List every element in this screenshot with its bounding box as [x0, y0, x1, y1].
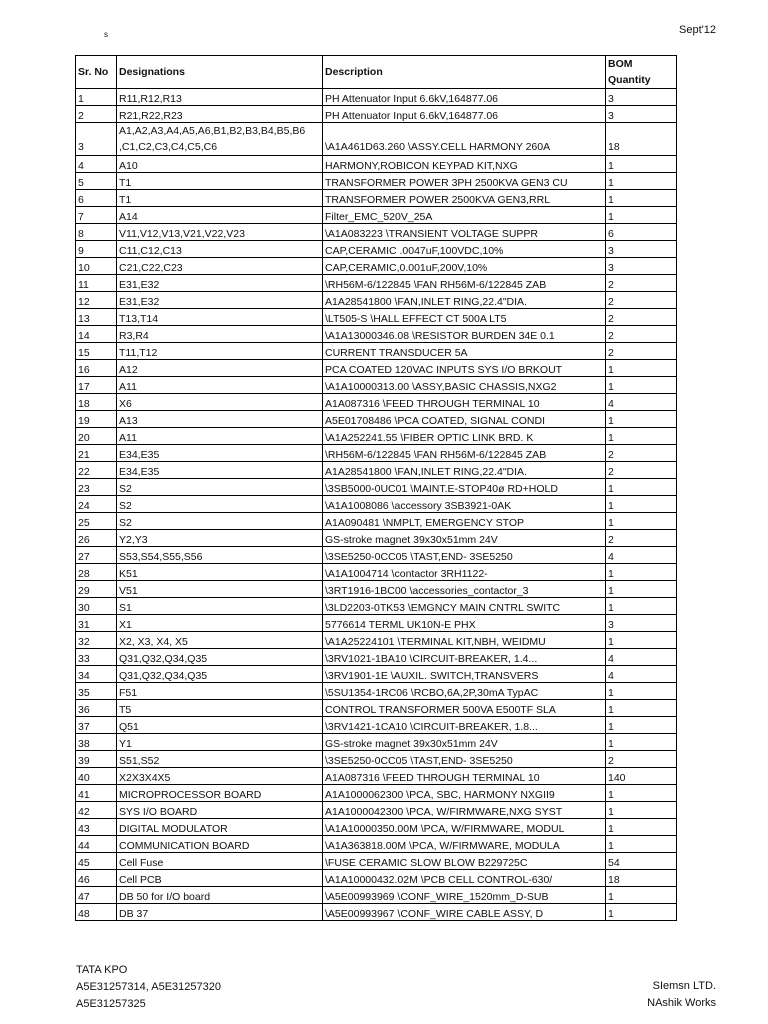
cell-description: A1A28541800 \FAN,INLET RING,22.4"DIA. — [323, 292, 606, 309]
cell-sr-no: 31 — [76, 615, 117, 632]
cell-sr-no: 16 — [76, 360, 117, 377]
cell-sr-no: 13 — [76, 309, 117, 326]
cell-sr-no: 38 — [76, 734, 117, 751]
table-row — [76, 547, 677, 564]
cell-description: \A1A363818.00M \PCA, W/FIRMWARE, MODULA — [323, 836, 606, 853]
table-row — [76, 326, 677, 343]
header-designations: Designations — [117, 56, 323, 89]
cell-sr-no: 10 — [76, 258, 117, 275]
cell-designations: C11,C12,C13 — [117, 241, 323, 258]
cell-description: 5776614 TERML UK10N-E PHX — [323, 615, 606, 632]
cell-description: TRANSFORMER POWER 2500KVA GEN3,RRL — [323, 190, 606, 207]
cell-quantity: 1 — [606, 683, 677, 700]
cell-quantity: 2 — [606, 326, 677, 343]
cell-designations: S1 — [117, 598, 323, 615]
cell-sr-no: 4 — [76, 156, 117, 173]
cell-sr-no: 41 — [76, 785, 117, 802]
cell-quantity: 2 — [606, 309, 677, 326]
cell-sr-no: 32 — [76, 632, 117, 649]
cell-designations: R11,R12,R13 — [117, 89, 323, 106]
table-row — [76, 700, 677, 717]
cell-quantity: 1 — [606, 904, 677, 921]
cell-sr-no: 23 — [76, 479, 117, 496]
cell-quantity: 1 — [606, 819, 677, 836]
cell-quantity: 1 — [606, 598, 677, 615]
cell-description: A1A1000062300 \PCA, SBC, HARMONY NXGII9 — [323, 785, 606, 802]
cell-designations: S51,S52 — [117, 751, 323, 768]
table-row — [76, 207, 677, 224]
table-row — [76, 513, 677, 530]
cell-description: \LT505-S \HALL EFFECT CT 500A LT5 — [323, 309, 606, 326]
cell-quantity: 1 — [606, 785, 677, 802]
footer-references: A5E31257314, A5E31257320 — [76, 981, 221, 993]
cell-designations: DIGITAL MODULATOR — [117, 819, 323, 836]
cell-designations: T1 — [117, 190, 323, 207]
cell-description: \A1A1004714 \contactor 3RH1122- — [323, 564, 606, 581]
table-row — [76, 462, 677, 479]
cell-description: PCA COATED 120VAC INPUTS SYS I/O BRKOUT — [323, 360, 606, 377]
cell-description: \A5E00993969 \CONF_WIRE_1520mm_D-SUB — [323, 887, 606, 904]
cell-description: CURRENT TRANSDUCER 5A — [323, 343, 606, 360]
cell-quantity: 2 — [606, 751, 677, 768]
cell-description: A1A28541800 \FAN,INLET RING,22.4"DIA. — [323, 462, 606, 479]
cell-designations: C21,C22,C23 — [117, 258, 323, 275]
cell-designations: DB 50 for I/O board — [117, 887, 323, 904]
cell-quantity: 1 — [606, 173, 677, 190]
cell-sr-no: 24 — [76, 496, 117, 513]
cell-description: GS-stroke magnet 39x30x51mm 24V — [323, 530, 606, 547]
table-row — [76, 598, 677, 615]
cell-description: CONTROL TRANSFORMER 500VA E500TF SLA — [323, 700, 606, 717]
cell-sr-no: 45 — [76, 853, 117, 870]
table-row — [76, 156, 677, 173]
cell-sr-no: 37 — [76, 717, 117, 734]
cell-description: \A1A10000350.00M \PCA, W/FIRMWARE, MODUL — [323, 819, 606, 836]
table-row — [76, 411, 677, 428]
cell-sr-no: 8 — [76, 224, 117, 241]
table-row — [76, 904, 677, 921]
table-row — [76, 683, 677, 700]
cell-designations: MICROPROCESSOR BOARD — [117, 785, 323, 802]
cell-sr-no: 7 — [76, 207, 117, 224]
cell-description: \A1A083223 \TRANSIENT VOLTAGE SUPPR — [323, 224, 606, 241]
table-row — [76, 106, 677, 123]
cell-sr-no: 15 — [76, 343, 117, 360]
cell-sr-no: 48 — [76, 904, 117, 921]
cell-designations: E34,E35 — [117, 462, 323, 479]
cell-quantity: 3 — [606, 615, 677, 632]
cell-quantity: 4 — [606, 394, 677, 411]
table-row — [76, 632, 677, 649]
cell-sr-no: 43 — [76, 819, 117, 836]
cell-designations: A11 — [117, 428, 323, 445]
cell-description: \A1A252241.55 \FIBER OPTIC LINK BRD. K — [323, 428, 606, 445]
cell-designations: T13,T14 — [117, 309, 323, 326]
table-row — [76, 819, 677, 836]
cell-designations: S2 — [117, 479, 323, 496]
cell-sr-no: 14 — [76, 326, 117, 343]
cell-quantity: 4 — [606, 649, 677, 666]
cell-sr-no: 29 — [76, 581, 117, 598]
cell-description: \A1A10000313.00 \ASSY,BASIC CHASSIS,NXG2 — [323, 377, 606, 394]
cell-quantity: 1 — [606, 632, 677, 649]
table-row — [76, 377, 677, 394]
cell-quantity: 2 — [606, 292, 677, 309]
cell-designations: Cell Fuse — [117, 853, 323, 870]
cell-sr-no: 30 — [76, 598, 117, 615]
cell-quantity: 1 — [606, 411, 677, 428]
cell-quantity: 1 — [606, 513, 677, 530]
cell-designations: V11,V12,V13,V21,V22,V23 — [117, 224, 323, 241]
cell-sr-no: 2 — [76, 106, 117, 123]
cell-designations: Q51 — [117, 717, 323, 734]
cell-quantity: 1 — [606, 428, 677, 445]
cell-quantity: 140 — [606, 768, 677, 785]
cell-quantity: 3 — [606, 258, 677, 275]
cell-designations: E31,E32 — [117, 292, 323, 309]
table-row — [76, 887, 677, 904]
cell-quantity: 1 — [606, 156, 677, 173]
cell-designations: Y1 — [117, 734, 323, 751]
cell-quantity: 2 — [606, 445, 677, 462]
cell-sr-no: 17 — [76, 377, 117, 394]
cell-designations: A1,A2,A3,A4,A5,A6,B1,B2,B3,B4,B5,B6 ,C1,C2,C3,C4,C5,C6 — [117, 123, 323, 156]
cell-designations: S2 — [117, 496, 323, 513]
footer-location: NAshik Works — [647, 997, 716, 1009]
table-row — [76, 241, 677, 258]
footer-right — [647, 978, 716, 1012]
cell-description: CAP,CERAMIC,0.001uF,200V,10% — [323, 258, 606, 275]
cell-quantity: 2 — [606, 530, 677, 547]
cell-designations: T1 — [117, 173, 323, 190]
cell-sr-no: 5 — [76, 173, 117, 190]
cell-designations: A11 — [117, 377, 323, 394]
cell-designations: S53,S54,S55,S56 — [117, 547, 323, 564]
cell-quantity: 1 — [606, 887, 677, 904]
cell-quantity: 1 — [606, 700, 677, 717]
cell-quantity: 18 — [606, 870, 677, 887]
corner-mark: s — [104, 30, 108, 39]
cell-designations: R21,R22,R23 — [117, 106, 323, 123]
cell-sr-no: 47 — [76, 887, 117, 904]
cell-designations: COMMUNICATION BOARD — [117, 836, 323, 853]
cell-designations: Q31,Q32,Q34,Q35 — [117, 649, 323, 666]
cell-sr-no: 27 — [76, 547, 117, 564]
cell-sr-no: 21 — [76, 445, 117, 462]
cell-quantity: 54 — [606, 853, 677, 870]
cell-description: \5SU1354-1RC06 \RCBO,6A,2P,30mA TypAC — [323, 683, 606, 700]
document-date: Sept'12 — [679, 24, 716, 36]
table-row — [76, 292, 677, 309]
bom-table-body — [76, 89, 677, 921]
cell-designations: DB 37 — [117, 904, 323, 921]
cell-quantity: 4 — [606, 547, 677, 564]
cell-designations: X2, X3, X4, X5 — [117, 632, 323, 649]
cell-quantity: 1 — [606, 377, 677, 394]
cell-quantity: 1 — [606, 190, 677, 207]
cell-description: \3SB5000-0UC01 \MAINT.E-STOP40ø RD+HOLD — [323, 479, 606, 496]
table-row — [76, 275, 677, 292]
cell-quantity: 3 — [606, 241, 677, 258]
cell-designations: Q31,Q32,Q34,Q35 — [117, 666, 323, 683]
cell-quantity: 2 — [606, 275, 677, 292]
table-row — [76, 666, 677, 683]
cell-quantity: 18 — [606, 123, 677, 156]
table-row — [76, 870, 677, 887]
cell-description: \3RT1916-1BC00 \accessories_contactor_3 — [323, 581, 606, 598]
header-description: Description — [323, 56, 606, 89]
table-row — [76, 785, 677, 802]
table-row — [76, 190, 677, 207]
cell-description: \A1A13000346.08 \RESISTOR BURDEN 34E 0.1 — [323, 326, 606, 343]
cell-quantity: 1 — [606, 496, 677, 513]
cell-description: A1A087316 \FEED THROUGH TERMINAL 10 — [323, 394, 606, 411]
table-row — [76, 853, 677, 870]
cell-description: \3RV1901-1E \AUXIL. SWITCH,TRANSVERS — [323, 666, 606, 683]
cell-sr-no: 3 — [76, 123, 117, 156]
cell-designations: K51 — [117, 564, 323, 581]
cell-description: A1A1000042300 \PCA, W/FIRMWARE,NXG SYST — [323, 802, 606, 819]
cell-designations: V51 — [117, 581, 323, 598]
cell-description: HARMONY,ROBICON KEYPAD KIT,NXG — [323, 156, 606, 173]
cell-description: A5E01708486 \PCA COATED, SIGNAL CONDI — [323, 411, 606, 428]
table-row — [76, 360, 677, 377]
table-row — [76, 564, 677, 581]
cell-description: \3LD2203-0TK53 \EMGNCY MAIN CNTRL SWITC — [323, 598, 606, 615]
table-row — [76, 836, 677, 853]
cell-description: A1A090481 \NMPLT, EMERGENCY STOP — [323, 513, 606, 530]
cell-quantity: 1 — [606, 564, 677, 581]
cell-designations: A12 — [117, 360, 323, 377]
cell-designations: Cell PCB — [117, 870, 323, 887]
table-row — [76, 428, 677, 445]
cell-sr-no: 9 — [76, 241, 117, 258]
table-row — [76, 394, 677, 411]
table-row — [76, 751, 677, 768]
table-row — [76, 224, 677, 241]
cell-sr-no: 19 — [76, 411, 117, 428]
cell-sr-no: 36 — [76, 700, 117, 717]
cell-designations: A14 — [117, 207, 323, 224]
cell-description: \3RV1421-1CA10 \CIRCUIT-BREAKER, 1.8... — [323, 717, 606, 734]
table-row — [76, 309, 677, 326]
table-row — [76, 173, 677, 190]
cell-description: \A1A25224101 \TERMINAL KIT,NBH, WEIDMU — [323, 632, 606, 649]
cell-quantity: 1 — [606, 836, 677, 853]
table-row — [76, 496, 677, 513]
cell-sr-no: 1 — [76, 89, 117, 106]
cell-quantity: 1 — [606, 717, 677, 734]
cell-description: PH Attenuator Input 6.6kV,164877.06 — [323, 89, 606, 106]
cell-sr-no: 35 — [76, 683, 117, 700]
cell-designations: X6 — [117, 394, 323, 411]
cell-quantity: 1 — [606, 479, 677, 496]
cell-sr-no: 40 — [76, 768, 117, 785]
cell-designations: A10 — [117, 156, 323, 173]
cell-designations: E31,E32 — [117, 275, 323, 292]
cell-designations: F51 — [117, 683, 323, 700]
cell-description: PH Attenuator Input 6.6kV,164877.06 — [323, 106, 606, 123]
cell-quantity: 3 — [606, 106, 677, 123]
cell-sr-no: 22 — [76, 462, 117, 479]
cell-sr-no: 25 — [76, 513, 117, 530]
cell-quantity: 3 — [606, 89, 677, 106]
table-row — [76, 258, 677, 275]
cell-description: \A1A10000432.02M \PCB CELL CONTROL-630/ — [323, 870, 606, 887]
cell-designations: Y2,Y3 — [117, 530, 323, 547]
table-header-row — [76, 56, 677, 89]
cell-sr-no: 33 — [76, 649, 117, 666]
table-row — [76, 581, 677, 598]
table-row — [76, 123, 677, 156]
table-row — [76, 343, 677, 360]
table-row — [76, 445, 677, 462]
cell-description: CAP,CERAMIC .0047uF,100VDC,10% — [323, 241, 606, 258]
cell-quantity: 1 — [606, 734, 677, 751]
cell-designations: T11,T12 — [117, 343, 323, 360]
cell-sr-no: 18 — [76, 394, 117, 411]
cell-quantity: 1 — [606, 360, 677, 377]
table-row — [76, 768, 677, 785]
cell-sr-no: 6 — [76, 190, 117, 207]
cell-description: GS-stroke magnet 39x30x51mm 24V — [323, 734, 606, 751]
footer-left — [76, 962, 221, 1013]
footer-company: TATA KPO — [76, 964, 128, 976]
cell-sr-no: 46 — [76, 870, 117, 887]
table-row — [76, 89, 677, 106]
cell-description: \A5E00993967 \CONF_WIRE CABLE ASSY, D — [323, 904, 606, 921]
cell-designations: T5 — [117, 700, 323, 717]
cell-designations: A13 — [117, 411, 323, 428]
cell-sr-no: 34 — [76, 666, 117, 683]
cell-sr-no: 44 — [76, 836, 117, 853]
table-row — [76, 530, 677, 547]
cell-quantity: 1 — [606, 581, 677, 598]
cell-sr-no: 20 — [76, 428, 117, 445]
table-row — [76, 802, 677, 819]
cell-description: \A1A1008086 \accessory 3SB3921-0AK — [323, 496, 606, 513]
table-row — [76, 734, 677, 751]
cell-designations: E34,E35 — [117, 445, 323, 462]
table-row — [76, 479, 677, 496]
footer-supplier: SIemsn LTD. — [652, 980, 716, 992]
cell-quantity: 4 — [606, 666, 677, 683]
cell-description: \A1A461D63.260 \ASSY.CELL HARMONY 260A — [323, 123, 606, 156]
cell-quantity: 1 — [606, 802, 677, 819]
cell-description: \RH56M-6/122845 \FAN RH56M-6/122845 ZAB — [323, 445, 606, 462]
cell-sr-no: 28 — [76, 564, 117, 581]
cell-description: \3SE5250-0CC05 \TAST,END- 3SE5250 — [323, 751, 606, 768]
cell-description: \3RV1021-1BA10 \CIRCUIT-BREAKER, 1.4... — [323, 649, 606, 666]
header-sr-no: Sr. No — [76, 56, 117, 89]
cell-quantity: 2 — [606, 343, 677, 360]
cell-designations: R3,R4 — [117, 326, 323, 343]
cell-designations: X1 — [117, 615, 323, 632]
cell-sr-no: 11 — [76, 275, 117, 292]
cell-sr-no: 12 — [76, 292, 117, 309]
cell-quantity: 1 — [606, 207, 677, 224]
table-row — [76, 615, 677, 632]
cell-designations: SYS I/O BOARD — [117, 802, 323, 819]
cell-description: \FUSE CERAMIC SLOW BLOW B229725C — [323, 853, 606, 870]
cell-description: A1A087316 \FEED THROUGH TERMINAL 10 — [323, 768, 606, 785]
cell-description: \3SE5250-0CC05 \TAST,END- 3SE5250 — [323, 547, 606, 564]
header-bom-quantity: BOM Quantity — [606, 56, 677, 89]
cell-sr-no: 26 — [76, 530, 117, 547]
cell-quantity: 2 — [606, 462, 677, 479]
table-row — [76, 649, 677, 666]
cell-quantity: 6 — [606, 224, 677, 241]
cell-description: \RH56M-6/122845 \FAN RH56M-6/122845 ZAB — [323, 275, 606, 292]
table-row — [76, 717, 677, 734]
cell-description: TRANSFORMER POWER 3PH 2500KVA GEN3 CU — [323, 173, 606, 190]
cell-sr-no: 39 — [76, 751, 117, 768]
cell-description: Filter_EMC_520V_25A — [323, 207, 606, 224]
cell-sr-no: 42 — [76, 802, 117, 819]
cell-designations: S2 — [117, 513, 323, 530]
footer-reference-extra: A5E31257325 — [76, 998, 146, 1010]
cell-designations: X2X3X4X5 — [117, 768, 323, 785]
bom-table — [75, 55, 677, 921]
